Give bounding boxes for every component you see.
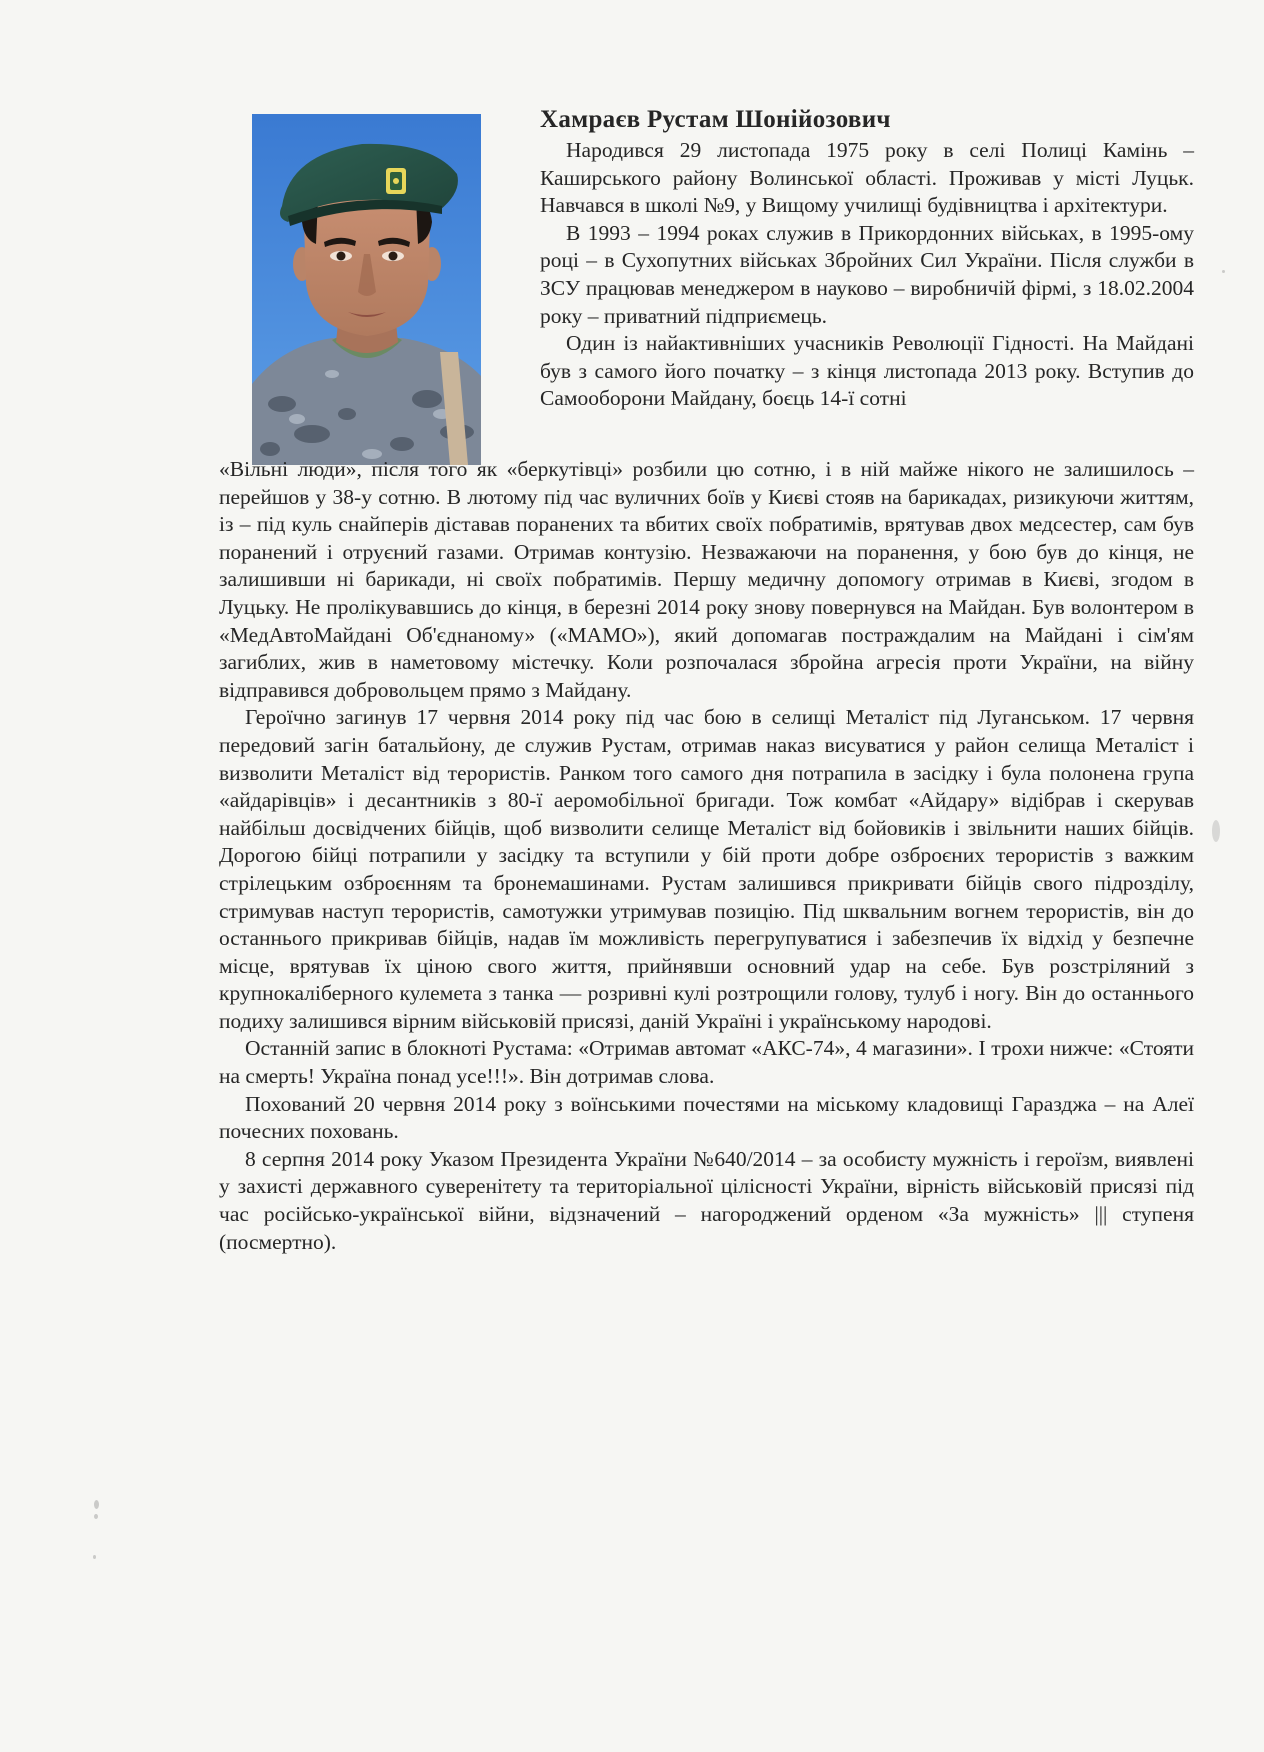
paragraph-birth: Народився 29 листопада 1975 року в селі Полиці Камінь – Каширського району Волинської області. Проживав у місті Луцьк. Навчався в школі №9, у Вищому училищі будівництва і архітектури. xyxy=(540,138,1194,218)
scan-speck xyxy=(93,1555,96,1559)
scan-speck xyxy=(1222,270,1225,273)
scan-speck xyxy=(94,1514,98,1519)
paragraph-death: Героїчно загинув 17 червня 2014 року під час бою в селищі Металіст під Луганськом. 17 червня передовий загін батальйону, де служив Рустам, отримав наказ висуватися у район селища Металіст і визволити Металіст від терористів. Ранком того самого дня потрапила в засідку і була полонена група «айдарівців» і десантників з 80-ї аеромобільної бригади. Тож комбат «Айдару» відібрав і скерував найбільш досвідчених бійців, щоб визволити селище Металіст від бойовиків і звільнити наших бійців. Дорогою бійці потрапили у засідку та вступили у бій проти добре озброєних терористів з важким стрілецьким озброєнням та бронемашинами. Рустам залишився прикривати бійців свого підрозділу, стримував наступ терористів, самотужки утримував позицію. Під шквальним вогнем терористів, він до останнього прикривав бійців, надав їм можливість перегрупуватися і забезпечив їх відхід у безпечне місце, врятував їх ціною свого життя, прийнявши основний удар на себе. Був розстріляний з крупнокаліберного кулемета з танка — розривні кулі розтрощили голову, тулуб і ногу. Він до останнього подиху залишився вірним військовій присязі, даній Україні і українському народові. xyxy=(219,705,1194,1033)
scan-speck xyxy=(1212,820,1220,842)
portrait-illustration xyxy=(252,114,481,465)
portrait-photo xyxy=(252,114,481,465)
paragraph-revolution: Один із найактивніших учасників Революції Гідності. На Майдані був з самого його початку – з кінця листопада 2013 року. Вступив до Самооборони Майдану, боєць 14-ї сотні xyxy=(540,331,1194,411)
paragraph-service: В 1993 – 1994 роках служив в Прикордонних військах, в 1995-ому році – в Сухопутних військах Збройних Сил України. Після служби в ЗСУ працював менеджером в науково – виробничій фірмі, з 18.02.2004 року – приватний підприємець. xyxy=(540,220,1194,328)
intro-text-column xyxy=(540,137,1194,413)
main-text-column xyxy=(219,456,1194,1256)
paragraph-notebook: Останній запис в блокноті Рустама: «Отримав автомат «АКС-74», 4 магазини». І трохи нижче: «Стояти на смерть! Україна понад усе!!!». Він дотримав слова. xyxy=(219,1036,1194,1089)
paragraph-revolution-continued: «Вільні люди», після того як «беркутівці» розбили цю сотню, і в ній майже нікого не залишилось – перейшов у 38-у сотню. В лютому під час вуличних боїв у Києві стояв на барикадах, ризикуючи життям, із – під куль снайперів діставав поранених та вбитих своїх побратимів, врятував двох медсестер, сам був поранений і отруєний газами. Отримав контузію. Незважаючи на поранення, у бою був до кінця, не залишивши ні барикади, ні своїх побратимів. Першу медичну допомогу отримав в Києві, згодом в Луцьку. Не пролікувавшись до кінця, в березні 2014 року знову повернувся на Майдан. Був волонтером в «МедАвтоМайдані Об'єднаному» («МАМО»), який допомагав постраждалим на Майдані і сім'ям загиблих, жив в наметовому містечку. Коли розпочалася збройна агресія проти України, на війну відправився добровольцем прямо з Майдану. xyxy=(219,457,1194,702)
paragraph-award: 8 серпня 2014 року Указом Президента України №640/2014 – за особисту мужність і героїзм, виявлені у захисті державного суверенітету та територіальної цілісності України, вірність військовій присязі під час російсько-української війни, відзначений – нагороджений орденом «За мужність» ||| ступеня (посмертно). xyxy=(219,1146,1194,1254)
paragraph-burial: Похований 20 червня 2014 року з воїнськими почестями на міському кладовищі Гаразджа – на Алеї почесних поховань. xyxy=(219,1091,1194,1144)
scan-speck xyxy=(94,1500,99,1509)
person-name-heading: Хамраєв Рустам Шонійозович xyxy=(540,106,891,133)
